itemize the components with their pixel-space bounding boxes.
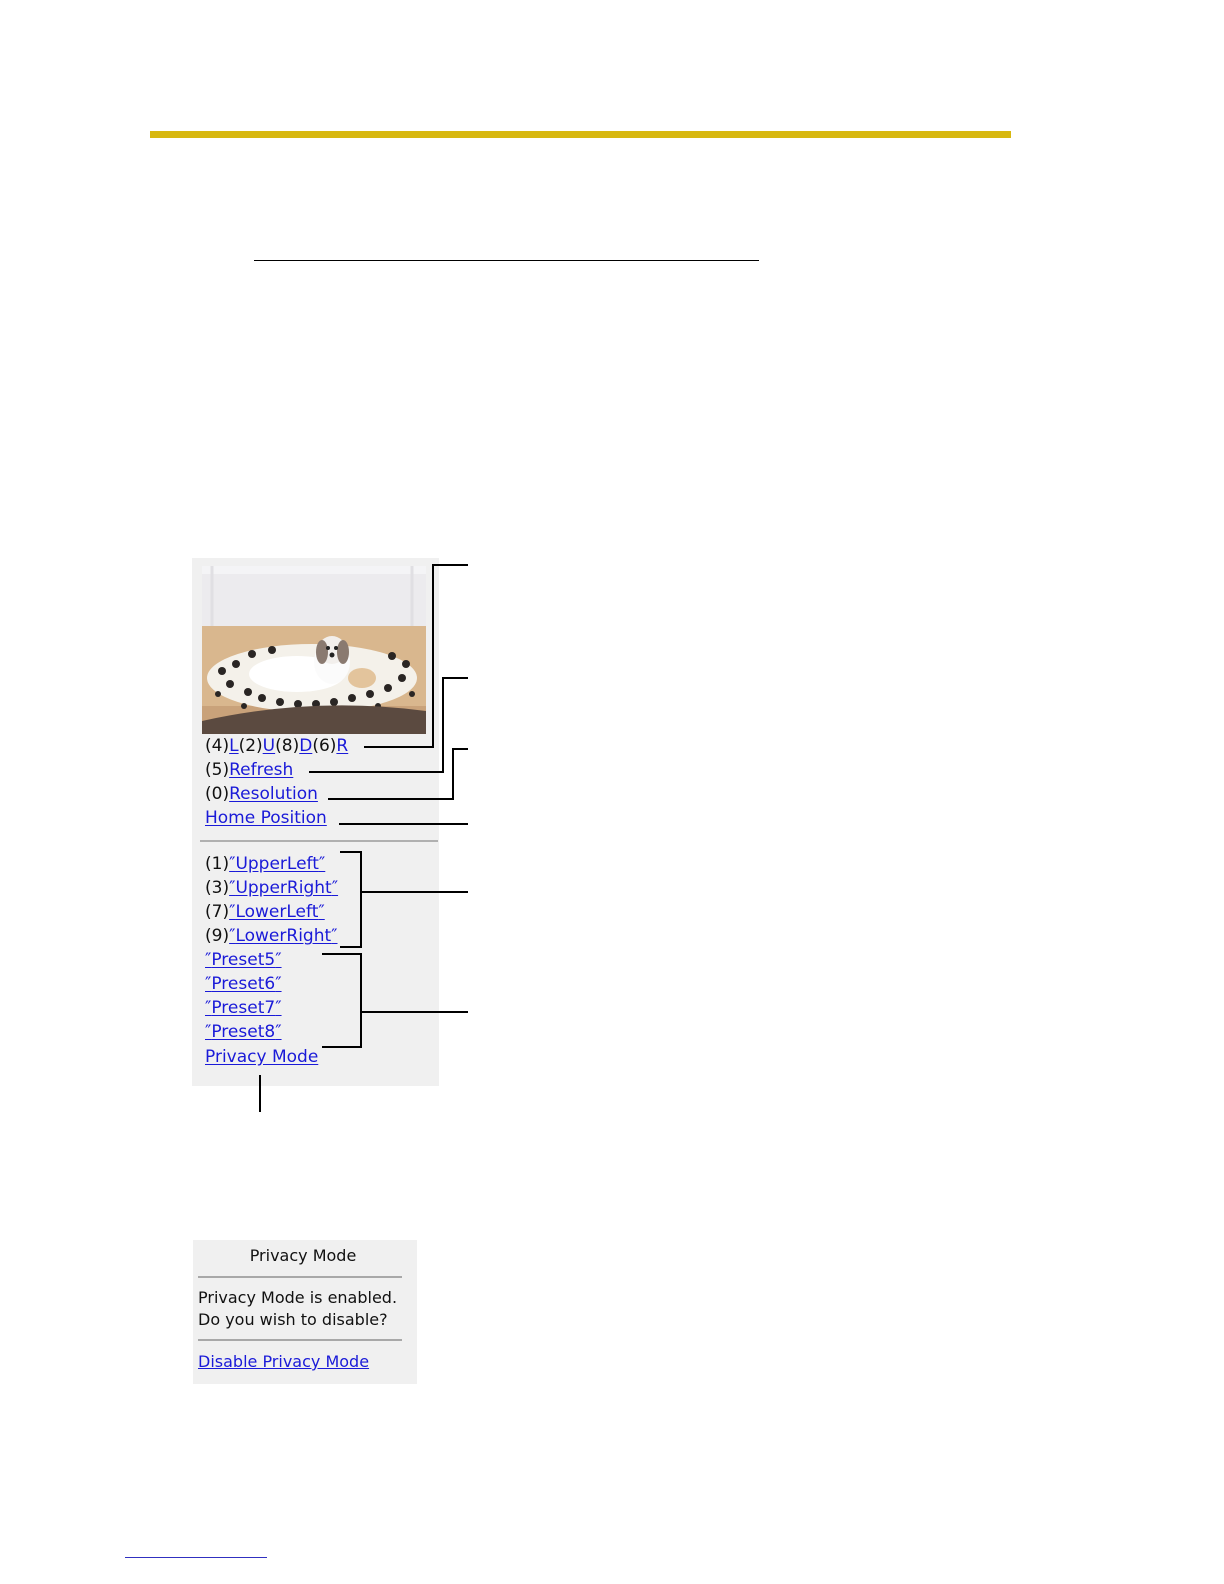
preset-row: (1)″UpperLeft″ xyxy=(205,854,326,874)
menu-divider xyxy=(200,840,438,842)
pan-left-link[interactable]: L xyxy=(229,736,239,756)
home-position-row xyxy=(205,806,327,830)
resolution-link[interactable]: Resolution xyxy=(229,784,318,804)
preset-link-lowerright[interactable]: ″LowerRight″ xyxy=(229,926,338,946)
dialog-message-line2: Do you wish to disable? xyxy=(198,1310,388,1329)
preset-row: (3)″UpperRight″ xyxy=(205,878,339,898)
camera-image xyxy=(202,566,426,734)
preset-link-upperleft[interactable]: ″UpperLeft″ xyxy=(229,854,326,874)
mobile-camera-screen xyxy=(192,558,439,1086)
disable-privacy-mode-link[interactable]: Disable Privacy Mode xyxy=(198,1352,370,1371)
preset-link-lowerleft[interactable]: ″LowerLeft″ xyxy=(229,902,325,922)
preset-link-preset8[interactable]: ″Preset8″ xyxy=(205,1022,282,1042)
top-accent-rule xyxy=(150,131,1011,138)
dialog-title: Privacy Mode xyxy=(249,1246,357,1265)
preset-row: (9)″LowerRight″ xyxy=(205,926,338,946)
dog-on-rug-photo-icon xyxy=(202,566,426,734)
pan-controls: (4)L(2)U(8)D(6)R xyxy=(205,736,349,756)
preset-link-upperright[interactable]: ″UpperRight″ xyxy=(229,878,339,898)
preset-link-preset6[interactable]: ″Preset6″ xyxy=(205,974,282,994)
preset-row xyxy=(205,948,282,972)
resolution-row: (0)Resolution xyxy=(205,784,318,804)
privacy-mode-dialog xyxy=(193,1240,417,1384)
privacy-mode-row xyxy=(205,1045,318,1069)
pan-right-link[interactable]: R xyxy=(336,736,349,756)
pan-down-link[interactable]: D xyxy=(299,736,313,756)
preset-link-preset7[interactable]: ″Preset7″ xyxy=(205,998,282,1018)
dialog-message-line1: Privacy Mode is enabled. xyxy=(198,1288,398,1307)
refresh-row: (5)Refresh xyxy=(205,760,294,780)
heading-underline xyxy=(254,260,759,261)
preset-row xyxy=(205,1020,282,1044)
footer-link-underline xyxy=(125,1557,267,1558)
pan-up-link[interactable]: U xyxy=(262,736,276,756)
home-position-link[interactable]: Home Position xyxy=(205,808,327,828)
preset-row xyxy=(205,996,282,1020)
privacy-mode-link[interactable]: Privacy Mode xyxy=(205,1047,319,1067)
preset-link-preset5[interactable]: ″Preset5″ xyxy=(205,950,282,970)
dialog-divider xyxy=(198,1276,402,1278)
preset-row: (7)″LowerLeft″ xyxy=(205,902,325,922)
preset-row xyxy=(205,972,282,996)
dialog-divider xyxy=(198,1339,402,1341)
refresh-link[interactable]: Refresh xyxy=(229,760,294,780)
